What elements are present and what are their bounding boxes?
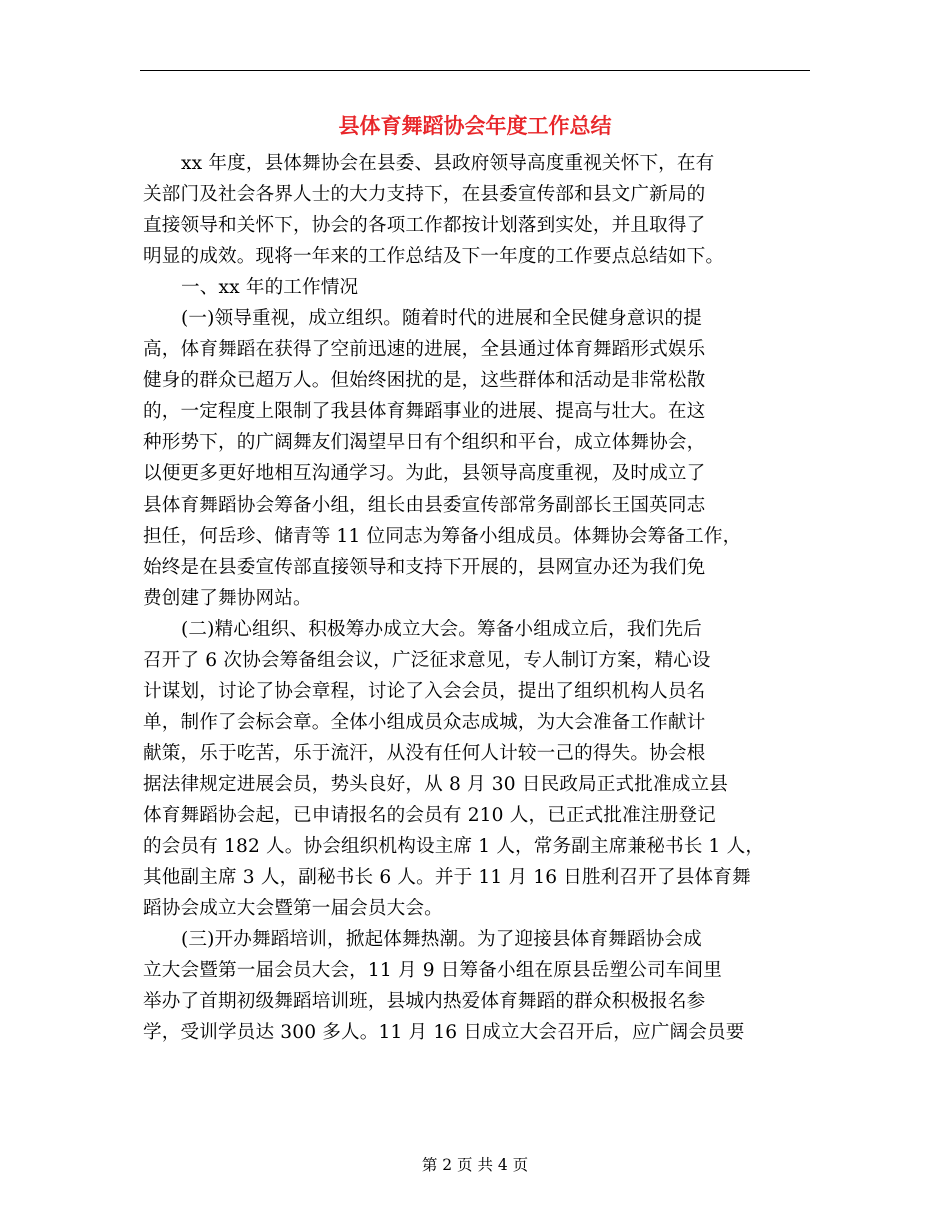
text-line: 高，体育舞蹈在获得了空前迅速的进展，全县通过体育舞蹈形式娱乐 [143, 339, 706, 361]
text-line: 种形势下，的广阔舞友们渴望早日有个组织和平台，成立体舞协会， [143, 432, 706, 454]
text-line: (一)领导重视，成立组织。随着时代的进展和全民健身意识的提 [181, 308, 702, 330]
section-heading: 一、xx 年的工作情况 [181, 277, 359, 299]
text-line: 的，一定程度上限制了我县体育舞蹈事业的进展、提高与壮大。在这 [143, 401, 706, 423]
text-line: 明显的成效。现将一年来的工作总结及下一年度的工作要点总结如下。 [143, 246, 725, 268]
text-line: 其他副主席 3 人，副秘书长 6 人。并于 11 月 16 日胜利召开了县体育舞 [143, 867, 751, 889]
text-line: 以便更多更好地相互沟通学习。为此，县领导高度重视，及时成立了 [143, 463, 706, 485]
text-line: 立大会暨第一届会员大会，11 月 9 日筹备小组在原县岳塑公司车间里 [143, 960, 722, 982]
document-title: 县体育舞蹈协会年度工作总结 [338, 114, 612, 138]
text-line: 单，制作了会标会章。全体小组成员众志成城，为大会准备工作献计 [143, 711, 706, 733]
text-line: (三)开办舞蹈培训，掀起体舞热潮。为了迎接县体育舞蹈协会成 [181, 929, 702, 951]
text-line: 县体育舞蹈协会筹备小组，组长由县委宣传部常务副部长王国英同志 [143, 494, 706, 516]
text-line: 直接领导和关怀下，协会的各项工作都按计划落到实处，并且取得了 [143, 215, 706, 237]
text-line: 学，受训学员达 300 多人。11 月 16 日成立大会召开后，应广阔会员要 [143, 1022, 745, 1044]
text-line: 担任，何岳珍、储青等 11 位同志为筹备小组成员。体舞协会筹备工作， [143, 525, 742, 547]
text-line: 始终是在县委宣传部直接领导和支持下开展的，县网宣办还为我们免 [143, 556, 706, 578]
text-line: 计谋划，讨论了协会章程，讨论了入会会员，提出了组织机构人员名 [143, 680, 706, 702]
text-line: (二)精心组织、积极筹办成立大会。筹备小组成立后，我们先后 [181, 618, 702, 640]
text-line: 关部门及社会各界人士的大力支持下，在县委宣传部和县文广新局的 [143, 184, 706, 206]
text-line: 健身的群众已超万人。但始终困扰的是，这些群体和活动是非常松散 [143, 370, 706, 392]
text-line: 举办了首期初级舞蹈培训班，县城内热爱体育舞蹈的群众积极报名参 [143, 991, 706, 1013]
text-line: 蹈协会成立大会暨第一届会员大会。 [143, 898, 443, 920]
text-line: 召开了 6 次协会筹备组会议，广泛征求意见，专人制订方案，精心设 [143, 649, 711, 671]
text-line: xx 年度，县体舞协会在县委、县政府领导高度重视关怀下，在有 [181, 153, 715, 174]
page-number-footer: 第 2 页 共 4 页 [421, 1156, 529, 1174]
text-line: 据法律规定进展会员，势头良好，从 8 月 30 日民政局正式批准成立县 [143, 773, 729, 795]
text-line: 献策，乐于吃苦，乐于流汗，从没有任何人计较一己的得失。协会根 [143, 742, 706, 764]
document-body [143, 148, 813, 1048]
text-line: 费创建了舞协网站。 [143, 587, 312, 609]
header-rule [140, 70, 810, 71]
text-line: 体育舞蹈协会起，已申请报名的会员有 210 人，已正式批准注册登记 [143, 804, 716, 826]
text-line: 的会员有 182 人。协会组织机构设主席 1 人，常务副主席兼秘书长 1 人， [143, 836, 765, 858]
